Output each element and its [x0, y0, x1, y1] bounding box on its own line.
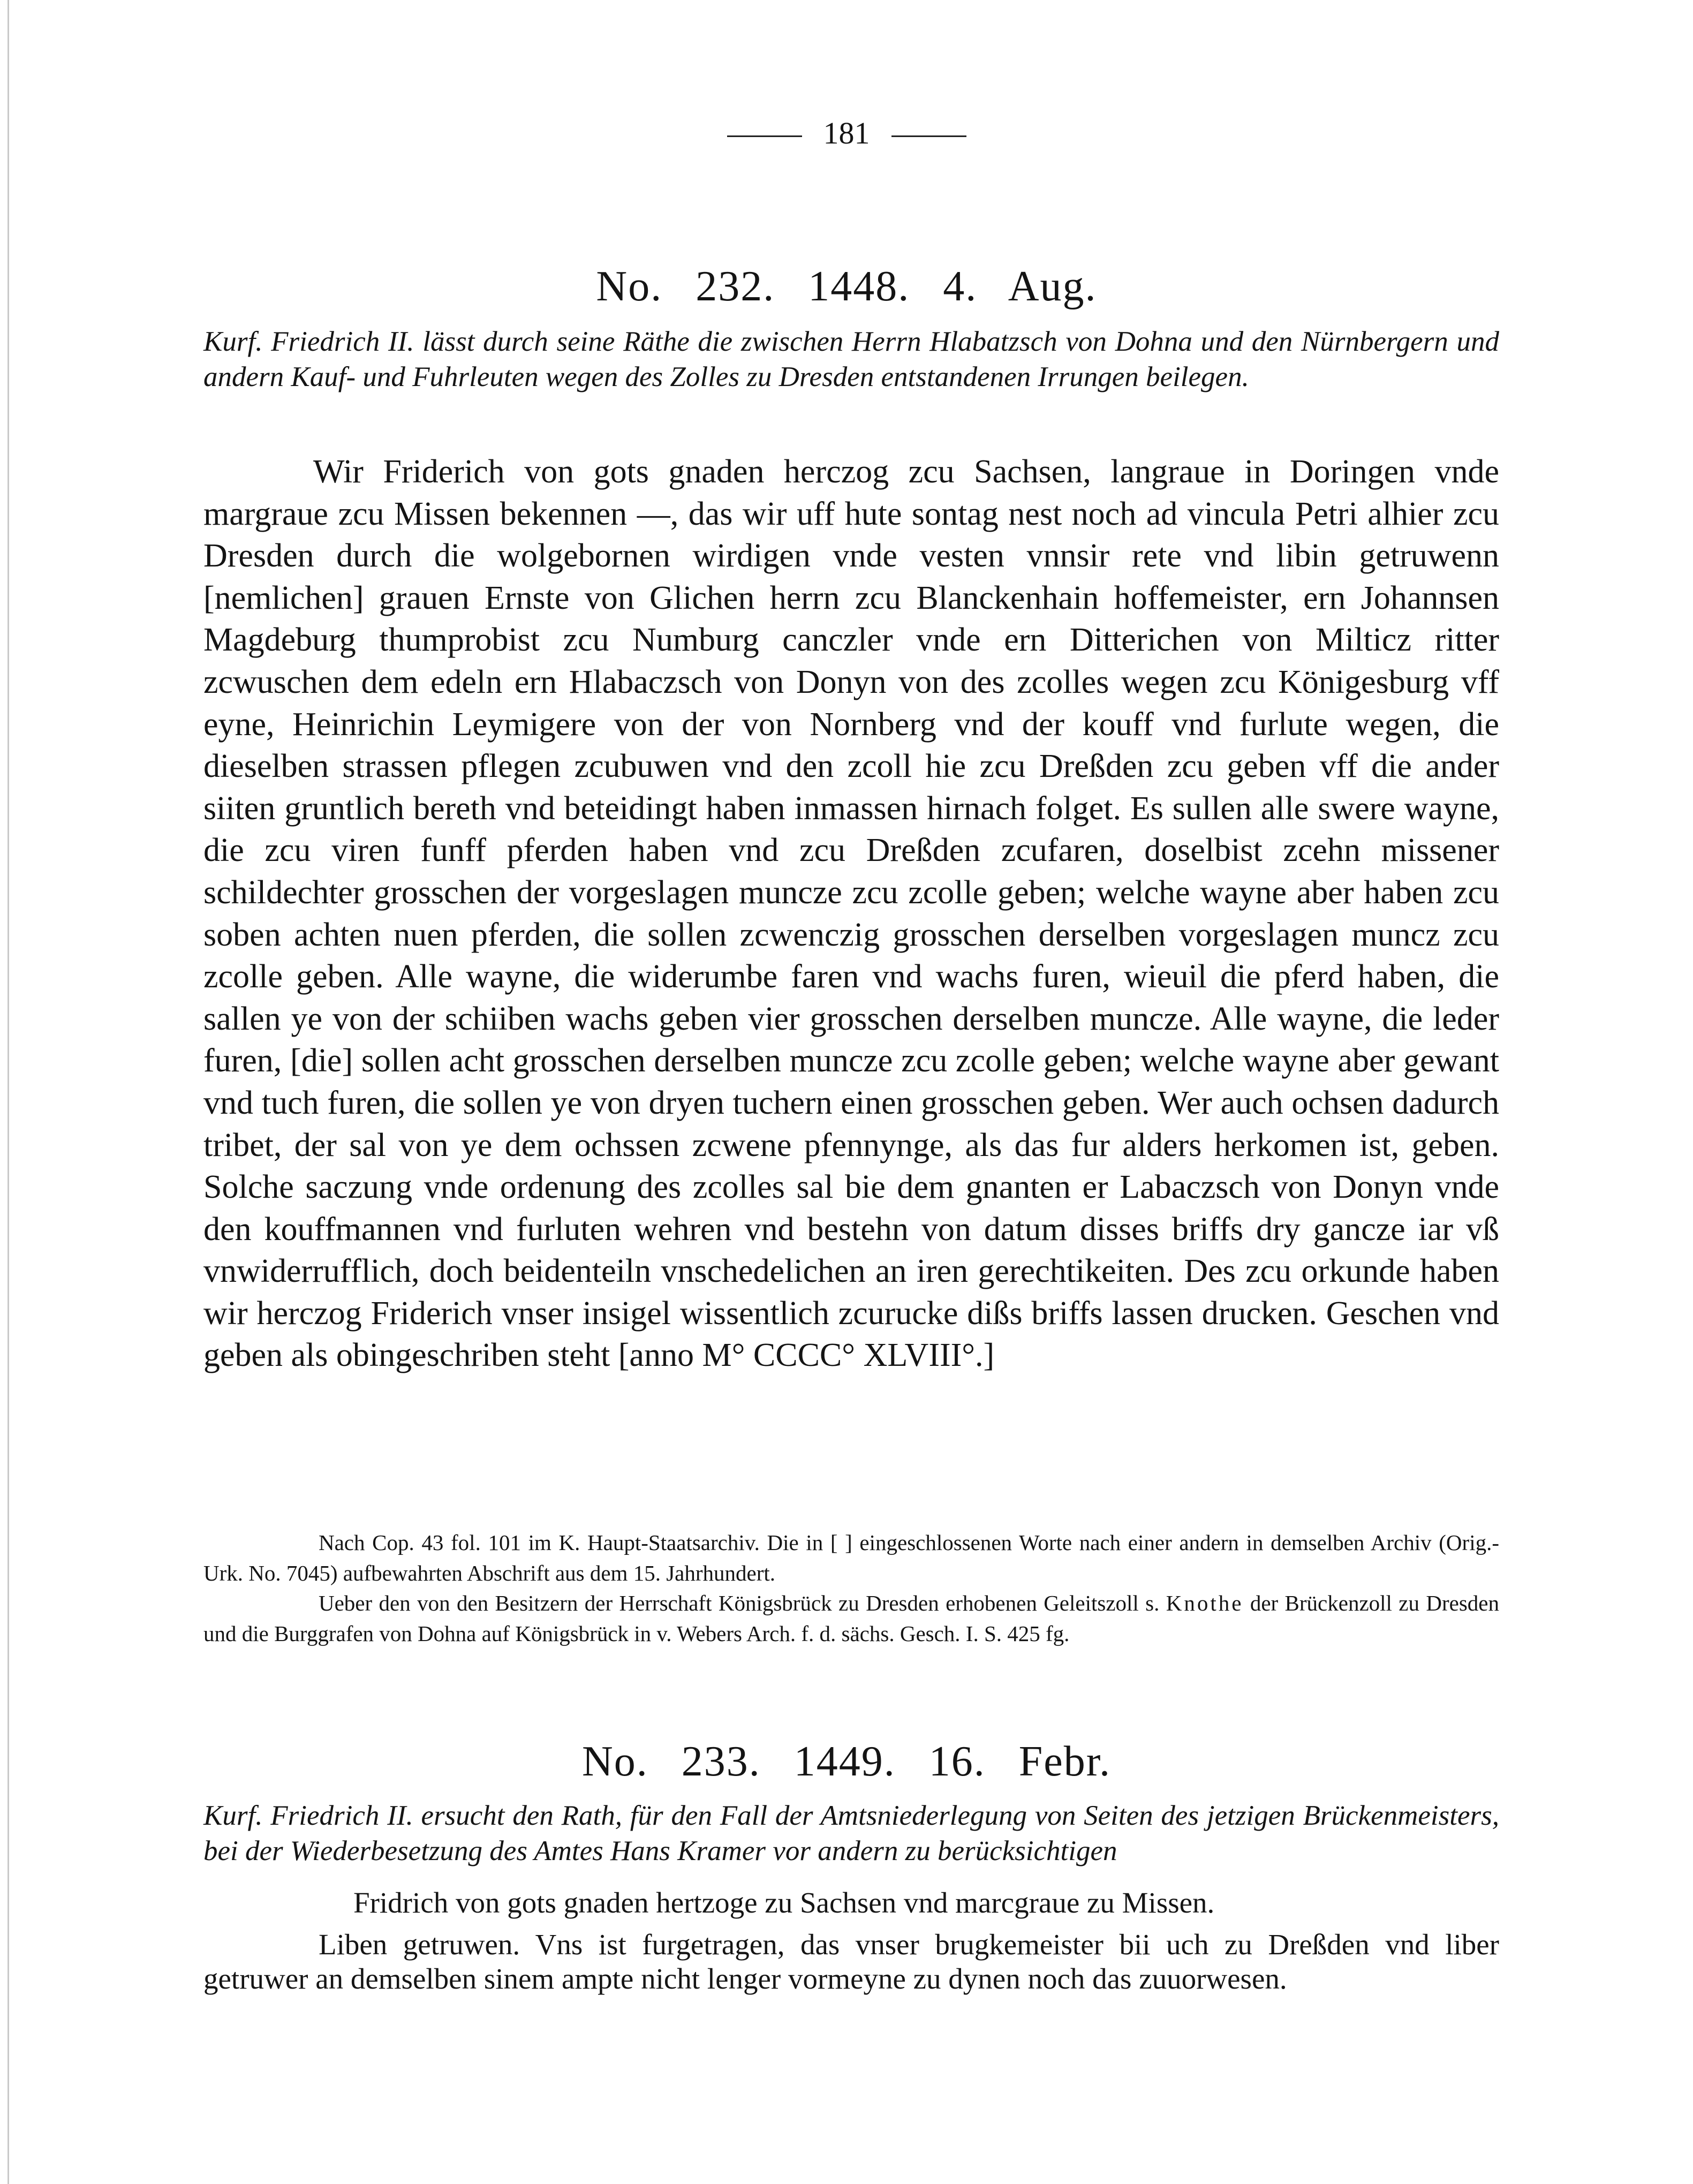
document-233-text: Liben getruwen. Vns ist furgetragen, das vnser brugkemeister bii uch zu Dreßden vnd liber getruwer an demselben sinem ampte nicht lenger vormeyne zu dynen noch das zuuorwesen.: [203, 1928, 1499, 1995]
document-233-summary: Kurf. Friedrich II. ersucht den Rath, für den Fall der Amtsniederlegung von Seiten des jetzigen Brückenmeisters, bei der Wiederbesetzung des Amtes Hans Kramer vor andern zu berücksichtigen: [203, 1800, 1499, 1866]
document-233-salutation: Fridrich von gots gnaden hertzoge zu Sachsen vnd marcgraue zu Missen.: [353, 1886, 1215, 1919]
page-number-dash-left: [727, 135, 802, 137]
reference-note-text-2: der Brückenzoll zu Dresden und die Burggrafen von Dohna auf Königsbrück in v. Webers Arch. f. d. sächs. Gesch. I. S. 425 fg.: [203, 1591, 1499, 1646]
page-number: [0, 115, 1693, 151]
document-232-text: Wir Friderich von gots gnaden herczog zcu Sachsen, langraue in Doringen vnde margraue zcu Missen bekennen —, das wir uff hute sontag nest noch ad vincula Petri alhier zcu Dresden durch die wolgebornen wirdigen vnde vesten vnnsir rete vnd libin getruwenn [nemlichen] grauen Ernste von Glichen herrn zcu Blanckenhain hoffemeister, ern Johannsen Magdeburg thumprobist zcu Numburg canczler vnde ern Ditterichen von Milticz ritter zcwuschen dem edeln ern Hlabaczsch von Donyn von des zcolles wegen zcu Königesburg vff eyne, Heinrichin Leymigere von der von Nornberg vnd der kouff vnd furlute wegen, die dieselben strassen pflegen zcubuwen vnd den zcoll hie zcu Dreßden zcu geben vff die ander siiten gruntlich bereth vnd beteidingt haben inmassen hirnach folget. Es sullen alle swere wayne, die zcu viren funff pferden haben vnd zcu Dreßden zcufaren, doselbist zcehn missener schildechter grosschen der vorgeslagen muncze zcu zcolle geben; welche wayne aber haben zcu soben achten nuen pferden, die sollen zcwenczig grosschen derselben vorgeslagen muncz zcu zcolle geben. Alle wayne, die widerumbe faren vnd wachs furen, wieuil die pferd haben, die sallen ye von der schiiben wachs geben vier grosschen derselben muncze. Alle wayne, die leder furen, [die] sollen acht grosschen derselben muncze zcu zcolle geben; welche wayne aber gewant vnd tuch furen, die sollen ye von dryen tuchern einen grosschen geben. Wer auch ochsen dadurch tribet, der sal von ye dem ochssen zcwene pfennynge, als das fur alders herkomen ist, geben. Solche saczung vnde ordenung des zcolles sal bie dem gnanten er Labaczsch von Donyn vnde den kouffmannen vnd furluten wehren vnd bestehn von datum disses briffs dry gancze iar vß vnwiderrufflich, doch beidenteiln vnschedelichen an iren gerechtikeiten. Des zcu orkunde haben wir herczog Friderich vnser insigel wissentlich zcurucke dißs briffs lassen drucken. Geschen vnd geben als obingeschriben steht [anno M° CCCC° XLVIII°.]: [203, 454, 1499, 1374]
document-232-summary: Kurf. Friedrich II. lässt durch seine Räthe die zwischen Herrn Hlabatzsch von Dohna und den Nürnbergern und andern Kauf- und Fuhrleuten wegen des Zolles zu Dresden entstandenen Irrungen beilegen.: [203, 326, 1499, 392]
document-233-heading: No. 233. 1449. 16. Febr.: [582, 1738, 1111, 1785]
page-number-value: 181: [823, 116, 870, 150]
document-232-reference-note: [203, 1588, 1499, 1649]
document-232-heading: No. 232. 1448. 4. Aug.: [596, 263, 1097, 310]
page-number-dash-right: [891, 135, 966, 137]
document-232-source-note: Nach Cop. 43 fol. 101 im K. Haupt-Staatsarchiv. Die in [ ] eingeschlossenen Worte nach einer andern in demselben Archiv (Orig.-Urk. No. 7045) aufbewahrten Abschrift aus dem 15. Jahrhundert.: [203, 1530, 1499, 1585]
reference-note-author: Knothe: [1166, 1591, 1244, 1615]
scan-edge-line: [7, 0, 9, 2184]
reference-note-text-1: Ueber den von den Besitzern der Herrschaft Königsbrück zu Dresden erhobenen Geleitszoll s.: [319, 1591, 1166, 1615]
